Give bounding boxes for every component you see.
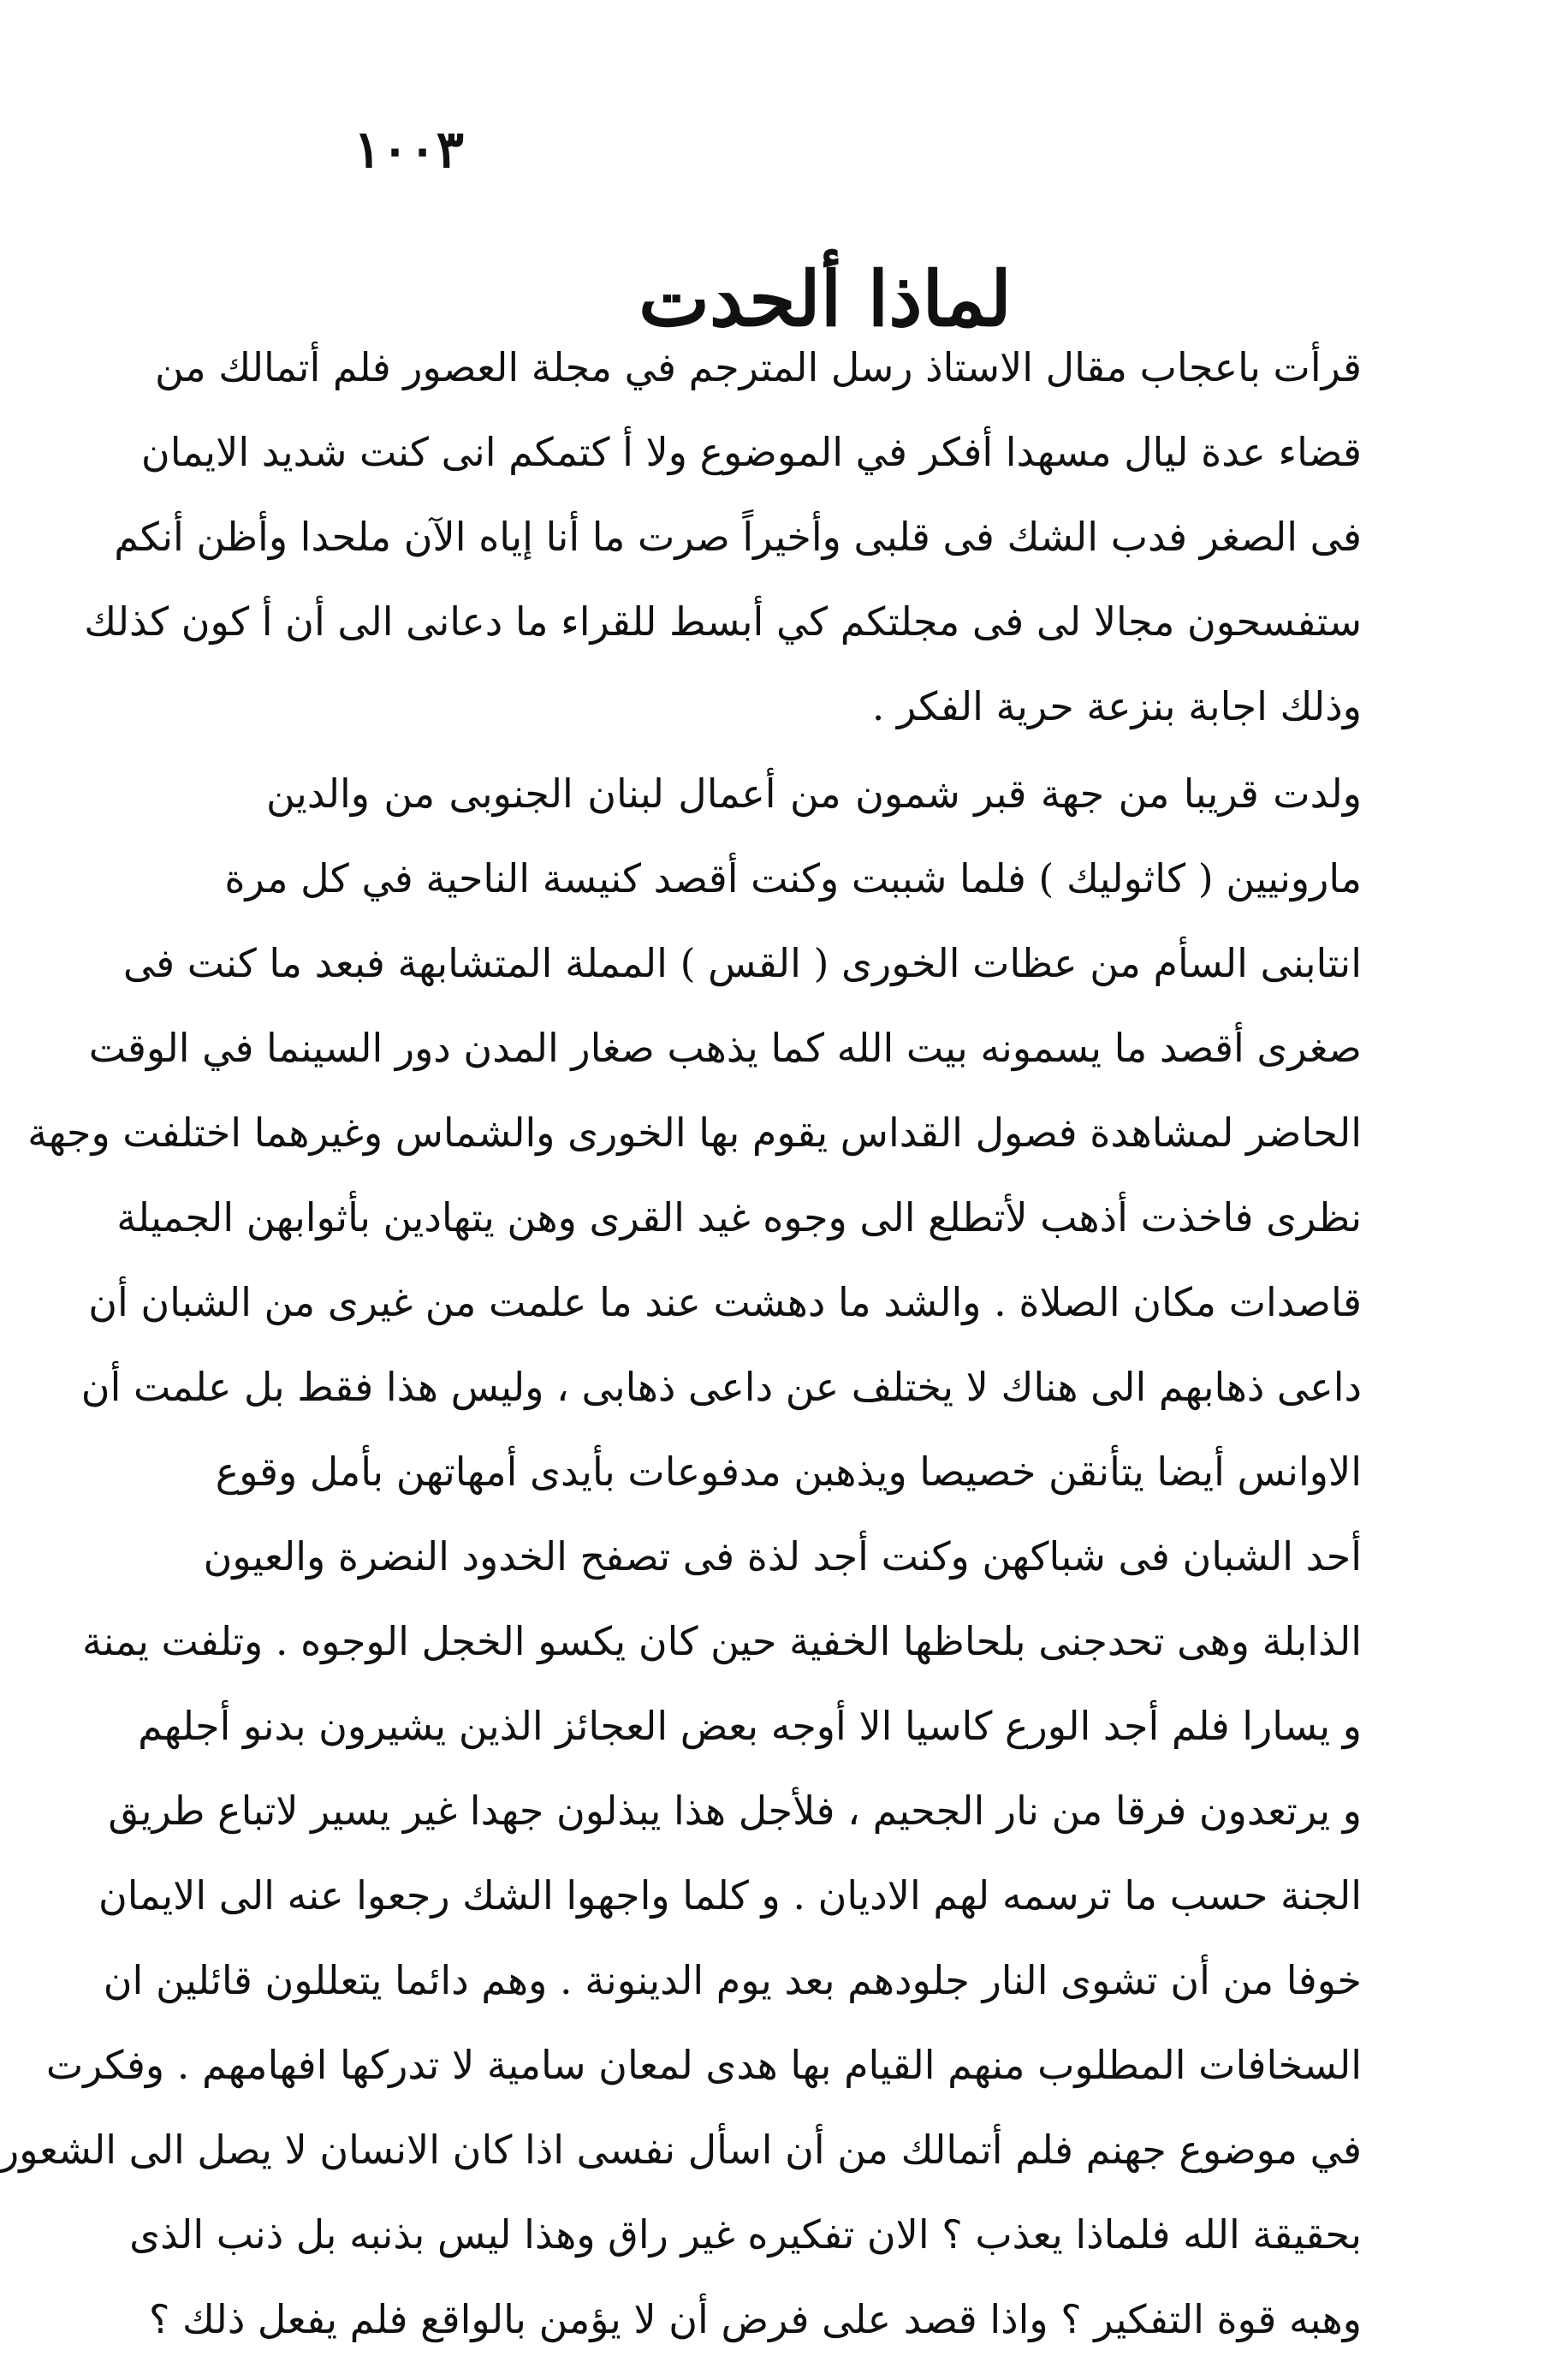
text-line: انتابنى السأم من عظات الخورى ( القس ) المملة المتشابهة فبعد ما كنت فى bbox=[122, 940, 1362, 986]
text-line: صغرى أقصد ما يسمونه بيت الله كما يذهب صغار المدن دور السينما في الوقت bbox=[88, 1025, 1362, 1071]
text-line: الحاضر لمشاهدة فصول القداس يقوم بها الخورى والشماس وغيرهما اختلفت وجهة bbox=[27, 1110, 1362, 1156]
text-line: قرأت باعجاب مقال الاستاذ رسل المترجم في مجلة العصور فلم أتمالك من bbox=[154, 344, 1362, 390]
text-line: الاوانس أيضا يتأنقن خصيصا ويذهبن مدفوعات بأيدى أمهاتهن بأمل وقوع bbox=[215, 1449, 1362, 1495]
text-line: خوفا من أن تشوى النار جلودهم بعد يوم الدينونة . وهم دائما يتعللون قائلين ان bbox=[103, 1957, 1362, 2003]
text-line: نظرى فاخذت أذهب لأتطلع الى وجوه غيد القرى وهن يتهادين بأثوابهن الجميلة bbox=[116, 1194, 1362, 1240]
text-line: ستفسحون مجالا لى فى مجلتكم كي أبسط للقراء ما دعانى الى أن أ كون كذلك bbox=[84, 598, 1362, 645]
text-line: قضاء عدة ليال مسهدا أفكر في الموضوع ولا أ كتمكم انى كنت شديد الايمان bbox=[140, 429, 1362, 475]
page-number: ١٠٠٣ bbox=[353, 120, 464, 180]
text-line: فى الصغر فدب الشك فى قلبى وأخيراً صرت ما أنا إياه الآن ملحدا وأظن أنكم bbox=[114, 514, 1362, 560]
text-line: قاصدات مكان الصلاة . والشد ما دهشت عند ما علمت من غيرى من الشبان أن bbox=[88, 1279, 1362, 1325]
text-line: بحقيقة الله فلماذا يعذب ؟ الان تفكيره غير راق وهذا ليس بذنبه بل ذنب الذى bbox=[129, 2211, 1362, 2258]
text-line: في موضوع جهنم فلم أتمالك من أن اسأل نفسى اذا كان الانسان لا يصل الى الشعور bbox=[0, 2127, 1362, 2173]
text-line: وذلك اجابة بنزعة حرية الفكر . bbox=[871, 683, 1362, 729]
text-line: السخافات المطلوب منهم القيام بها هدى لمعان سامية لا تدركها افهامهم . وفكرت bbox=[45, 2042, 1362, 2088]
text-line: الذابلة وهى تحدجنى بلحاظها الخفية حين كان يكسو الخجل الوجوه . وتلفت يمنة bbox=[81, 1618, 1362, 1664]
article-title: لماذا ألحدت bbox=[638, 253, 1012, 343]
text-line: و يسارا فلم أجد الورع كاسيا الا أوجه بعض العجائز الذين يشيرون بدنو أجلهم bbox=[138, 1703, 1362, 1749]
text-line: ولدت قريبا من جهة قبر شمون من أعمال لبنان الجنوبى من والدين bbox=[266, 770, 1362, 817]
text-line: الجنة حسب ما ترسمه لهم الاديان . و كلما واجهوا الشك رجعوا عنه الى الايمان bbox=[98, 1872, 1362, 1919]
paragraph-2 bbox=[0, 752, 1362, 2362]
article-body bbox=[0, 325, 1362, 2362]
text-line: داعى ذهابهم الى هناك لا يختلف عن داعى ذهابى ، وليس هذا فقط بل علمت أن bbox=[80, 1364, 1362, 1410]
text-line: مارونيين ( كاثوليك ) فلما شببت وكنت أقصد كنيسة الناحية في كل مرة bbox=[224, 855, 1362, 901]
paragraph-1 bbox=[84, 325, 1362, 749]
text-line: وهبه قوة التفكير ؟ واذا قصد على فرض أن لا يؤمن بالواقع فلم يفعل ذلك ؟ bbox=[149, 2296, 1362, 2342]
text-line: و يرتعدون فرقا من نار الجحيم ، فلأجل هذا يبذلون جهدا غير يسير لاتباع طريق bbox=[108, 1788, 1362, 1834]
text-line: أحد الشبان فى شباكهن وكنت أجد لذة فى تصفح الخدود النضرة والعيون bbox=[203, 1533, 1362, 1580]
